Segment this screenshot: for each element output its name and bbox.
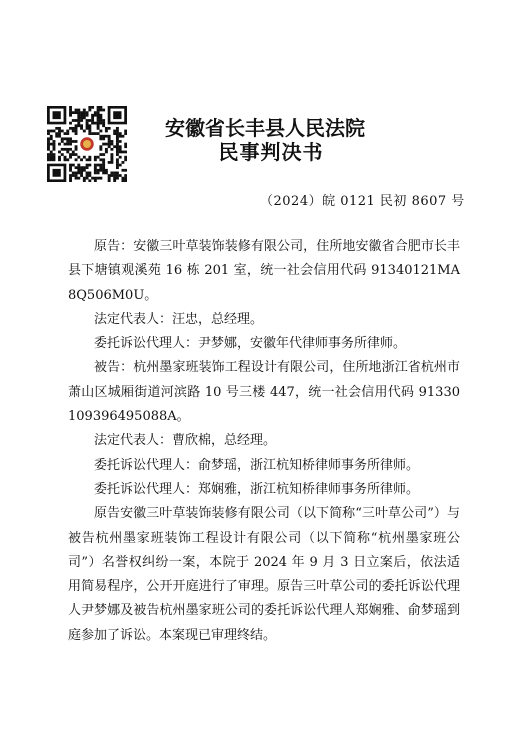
- court-name: 安徽省长丰县人民法院: [165, 116, 365, 140]
- document-body: [68, 235, 460, 648]
- paragraph-plaintiff-representative: 法定代表人：汪忠，总经理。: [94, 311, 264, 327]
- paragraph-defendant: 被告：杭州墨家班装饰工程设计有限公司，住所地浙江省杭州市萧山区城厢街道河滨路 10 号三楼 447，统一社会信用代码 91330109396495088A。: [68, 360, 460, 425]
- paragraph-plaintiff: 原告：安徽三叶草装饰装修有限公司，住所地安徽省合肥市长丰县下塘镇观溪苑 16 栋 201 室，统一社会信用代码 91340121MA8Q506M0U。: [68, 239, 460, 303]
- qr-code-graphic: [47, 106, 127, 182]
- paragraph-defendant-agent-2: 委托诉讼代理人：郑娴雅，浙江杭知桥律师事务所律师。: [94, 481, 420, 497]
- qr-code-icon: [47, 106, 127, 182]
- paragraph-defendant-representative: 法定代表人：曹欣棉，总经理。: [94, 433, 277, 449]
- paragraph-defendant-agent-1: 委托诉讼代理人：俞梦瑶，浙江杭知桥律师事务所律师。: [94, 457, 420, 473]
- paragraph-plaintiff-agent: 委托诉讼代理人：尹梦娜，安徽年代律师事务所律师。: [94, 336, 407, 352]
- paragraph-case-summary: 原告安徽三叶草装饰装修有限公司（以下简称“三叶草公司”）与被告杭州墨家班装饰工程设计有限公司（以下简称“杭州墨家班公司”）名誉权纠纷一案，本院于 2024 年 9 月 3 日立案后，依法适用简易程序，公开开庭进行了审理。原告三叶草公司的委托诉讼代理人尹梦娜及被告杭州墨家班公司的委托诉讼代理人郑娴雅、俞梦瑶到庭参加了诉讼。本案现已审理终结。: [68, 506, 460, 643]
- document-type: 民事判决书: [218, 140, 324, 164]
- case-number: （2024）皖 0121 民初 8607 号: [260, 194, 465, 209]
